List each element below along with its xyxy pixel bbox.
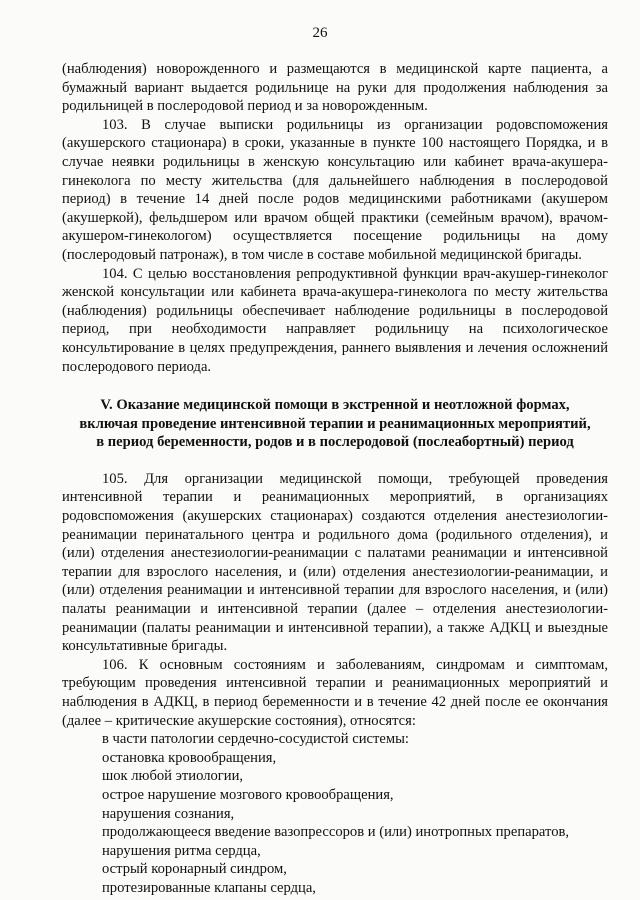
page-number: 26 [312,25,328,41]
list-item: продолжающееся введение вазопрессоров и (или) инотропных препаратов, [102,824,570,841]
list-item: нарушения ритма сердца, [102,842,261,859]
list-item: шок любой этиологии, [102,768,244,785]
section-heading-line: включая проведение интенсивной терапии и реанимационных мероприятий, [79,415,591,432]
list-item: в части патологии сердечно-сосудистой системы: [102,731,409,748]
list-item: остановка кровообращения, [102,749,277,766]
paragraph-106: 106. К основным состояниям и заболеваниям, синдромам и симптомам, требующим проведения интенсивной терапии и реанимационных мероприятий и наблюдения в АДКЦ, в период беременности и в течение 42 дней после ее окончания (далее – критические акушерские состояния), относятся: [62,656,608,729]
list-item: нарушения сознания, [102,805,235,822]
paragraph-104: 104. С целью восстановления репродуктивной функции врач-акушер-гинеколог женской консультации или кабинета врача-акушера-гинеколога по месту жительства (наблюдения) родильницы обеспечивает наблюдение родильницы в послеродовой период, при необходимости направляет родильницу на психологическое консультирование в целях предупреждения, раннего выявления и лечения осложнений послеродового периода. [62,265,608,375]
section-heading [62,396,608,452]
list-item: острый коронарный синдром, [102,861,287,878]
paragraph-103: 103. В случае выписки родильницы из организации родовспоможения (акушерского стационара) в сроки, указанные в пункте 100 настоящего Порядка, и в случае неявки родильницы в женскую консультацию или кабинет врача-акушера-гинеколога по месту жительства (для дальнейшего наблюдения в послеродовой период) в течение 14 дней после родов медицинскими работниками (акушером (акушеркой), фельдшером или врачом общей практики (семейным врачом), врачом-акушером-гинекологом) осуществляется посещение родильницы на дому (послеродовый патронаж), в том числе в составе мобильной медицинской бригады. [62,116,608,263]
section-heading-line: V. Оказание медицинской помощи в экстренной и неотложной формах, [100,397,570,414]
document-body [62,60,608,898]
section-heading-line: в период беременности, родов и в послеродовой (послеабортный) период [96,434,574,451]
list-item: острое нарушение мозгового кровообращения, [102,786,394,803]
paragraph-105: 105. Для организации медицинской помощи, требующей проведения интенсивной терапии и реанимационных мероприятий, в организациях родовспоможения (акушерских стационарах) создаются отделения анестезиологии-реанимации перинатального центра и родильного дома (родильного отделения), и (или) отделения анестезиологии-реанимации с палатами реанимации и интенсивной терапии для взрослого населения, и (или) отделения анестезиологии-реанимации, и (или) отделения реанимации и интенсивной терапии для взрослого населения, и (или) палаты реанимации и интенсивной терапии (далее – отделения анестезиологии-реанимации (палаты реанимации и интенсивной терапии), а также АДКЦ и выездные консультативные бригады. [62,470,608,655]
list-item: протезированные клапаны сердца, [102,879,316,896]
paragraph-continuation: (наблюдения) новорожденного и размещаются в медицинской карте пациента, а бумажный вариант выдается родильнице на руки для продолжения наблюдения за родильницей в послеродовой период и за новорожденным. [62,61,608,115]
